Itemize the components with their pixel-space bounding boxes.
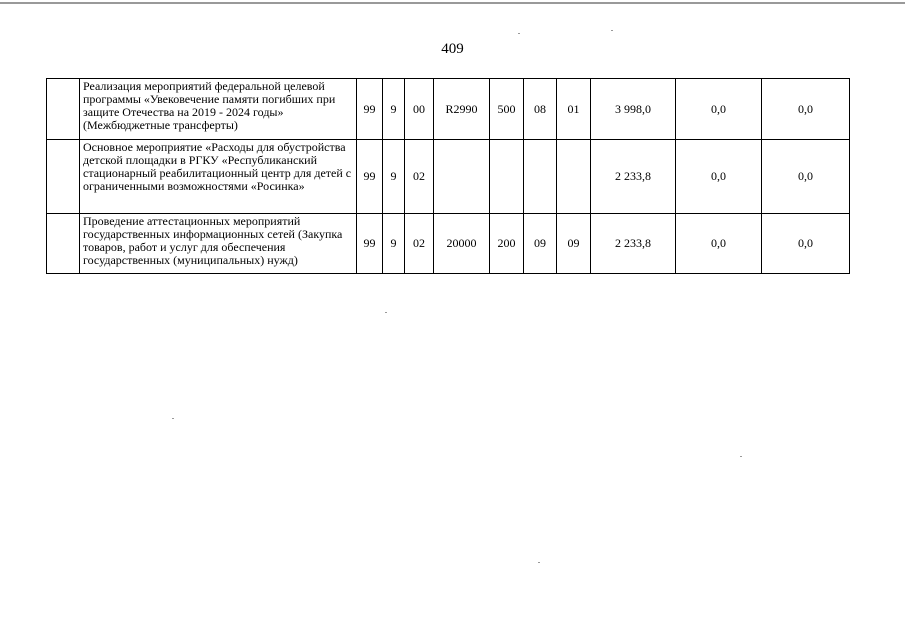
code-cell: 20000 bbox=[434, 214, 490, 274]
table-row bbox=[47, 79, 850, 140]
row-number-cell bbox=[47, 140, 80, 214]
code-cell: 09 bbox=[557, 214, 591, 274]
code-cell: 02 bbox=[405, 214, 434, 274]
amount-cell: 0,0 bbox=[676, 79, 762, 140]
code-cell: R2990 bbox=[434, 79, 490, 140]
amount-cell: 0,0 bbox=[762, 79, 850, 140]
scan-top-edge bbox=[0, 2, 905, 4]
code-cell bbox=[557, 140, 591, 214]
scan-speck bbox=[518, 33, 520, 34]
amount-cell: 2 233,8 bbox=[591, 140, 676, 214]
code-cell: 9 bbox=[383, 79, 405, 140]
amount-cell: 0,0 bbox=[762, 140, 850, 214]
budget-table bbox=[46, 78, 850, 274]
code-cell bbox=[490, 140, 524, 214]
amount-cell: 0,0 bbox=[676, 214, 762, 274]
scan-speck bbox=[538, 562, 540, 563]
scan-speck bbox=[385, 312, 387, 313]
scan-speck bbox=[740, 456, 742, 457]
code-cell: 99 bbox=[357, 214, 383, 274]
code-cell: 09 bbox=[524, 214, 557, 274]
amount-cell: 0,0 bbox=[762, 214, 850, 274]
scan-speck bbox=[172, 418, 174, 419]
code-cell: 200 bbox=[490, 214, 524, 274]
table-row bbox=[47, 140, 850, 214]
code-cell: 99 bbox=[357, 140, 383, 214]
description-cell: Реализация мероприятий федеральной целевой программы «Увековечение памяти погибших при защите Отечества на 2019 - 2024 годы» (Межбюджетные трансферты) bbox=[80, 79, 357, 140]
code-cell bbox=[434, 140, 490, 214]
amount-cell: 2 233,8 bbox=[591, 214, 676, 274]
amount-cell: 0,0 bbox=[676, 140, 762, 214]
code-cell bbox=[524, 140, 557, 214]
page-number: 409 bbox=[441, 41, 464, 57]
code-cell: 02 bbox=[405, 140, 434, 214]
code-cell: 500 bbox=[490, 79, 524, 140]
code-cell: 9 bbox=[383, 214, 405, 274]
code-cell: 99 bbox=[357, 79, 383, 140]
description-cell: Основное мероприятие «Расходы для обустройства детской площадки в РГКУ «Республиканский стационарный реабилитационный центр для детей с ограниченными возможностями «Росинка» bbox=[80, 140, 357, 214]
row-number-cell bbox=[47, 79, 80, 140]
code-cell: 01 bbox=[557, 79, 591, 140]
row-number-cell bbox=[47, 214, 80, 274]
code-cell: 9 bbox=[383, 140, 405, 214]
table-row bbox=[47, 214, 850, 274]
amount-cell: 3 998,0 bbox=[591, 79, 676, 140]
description-cell: Проведение аттестационных мероприятий государственных информационных сетей (Закупка товаров, работ и услуг для обеспечения государственных (муниципальных) нужд) bbox=[80, 214, 357, 274]
code-cell: 00 bbox=[405, 79, 434, 140]
scan-speck bbox=[611, 30, 613, 31]
code-cell: 08 bbox=[524, 79, 557, 140]
